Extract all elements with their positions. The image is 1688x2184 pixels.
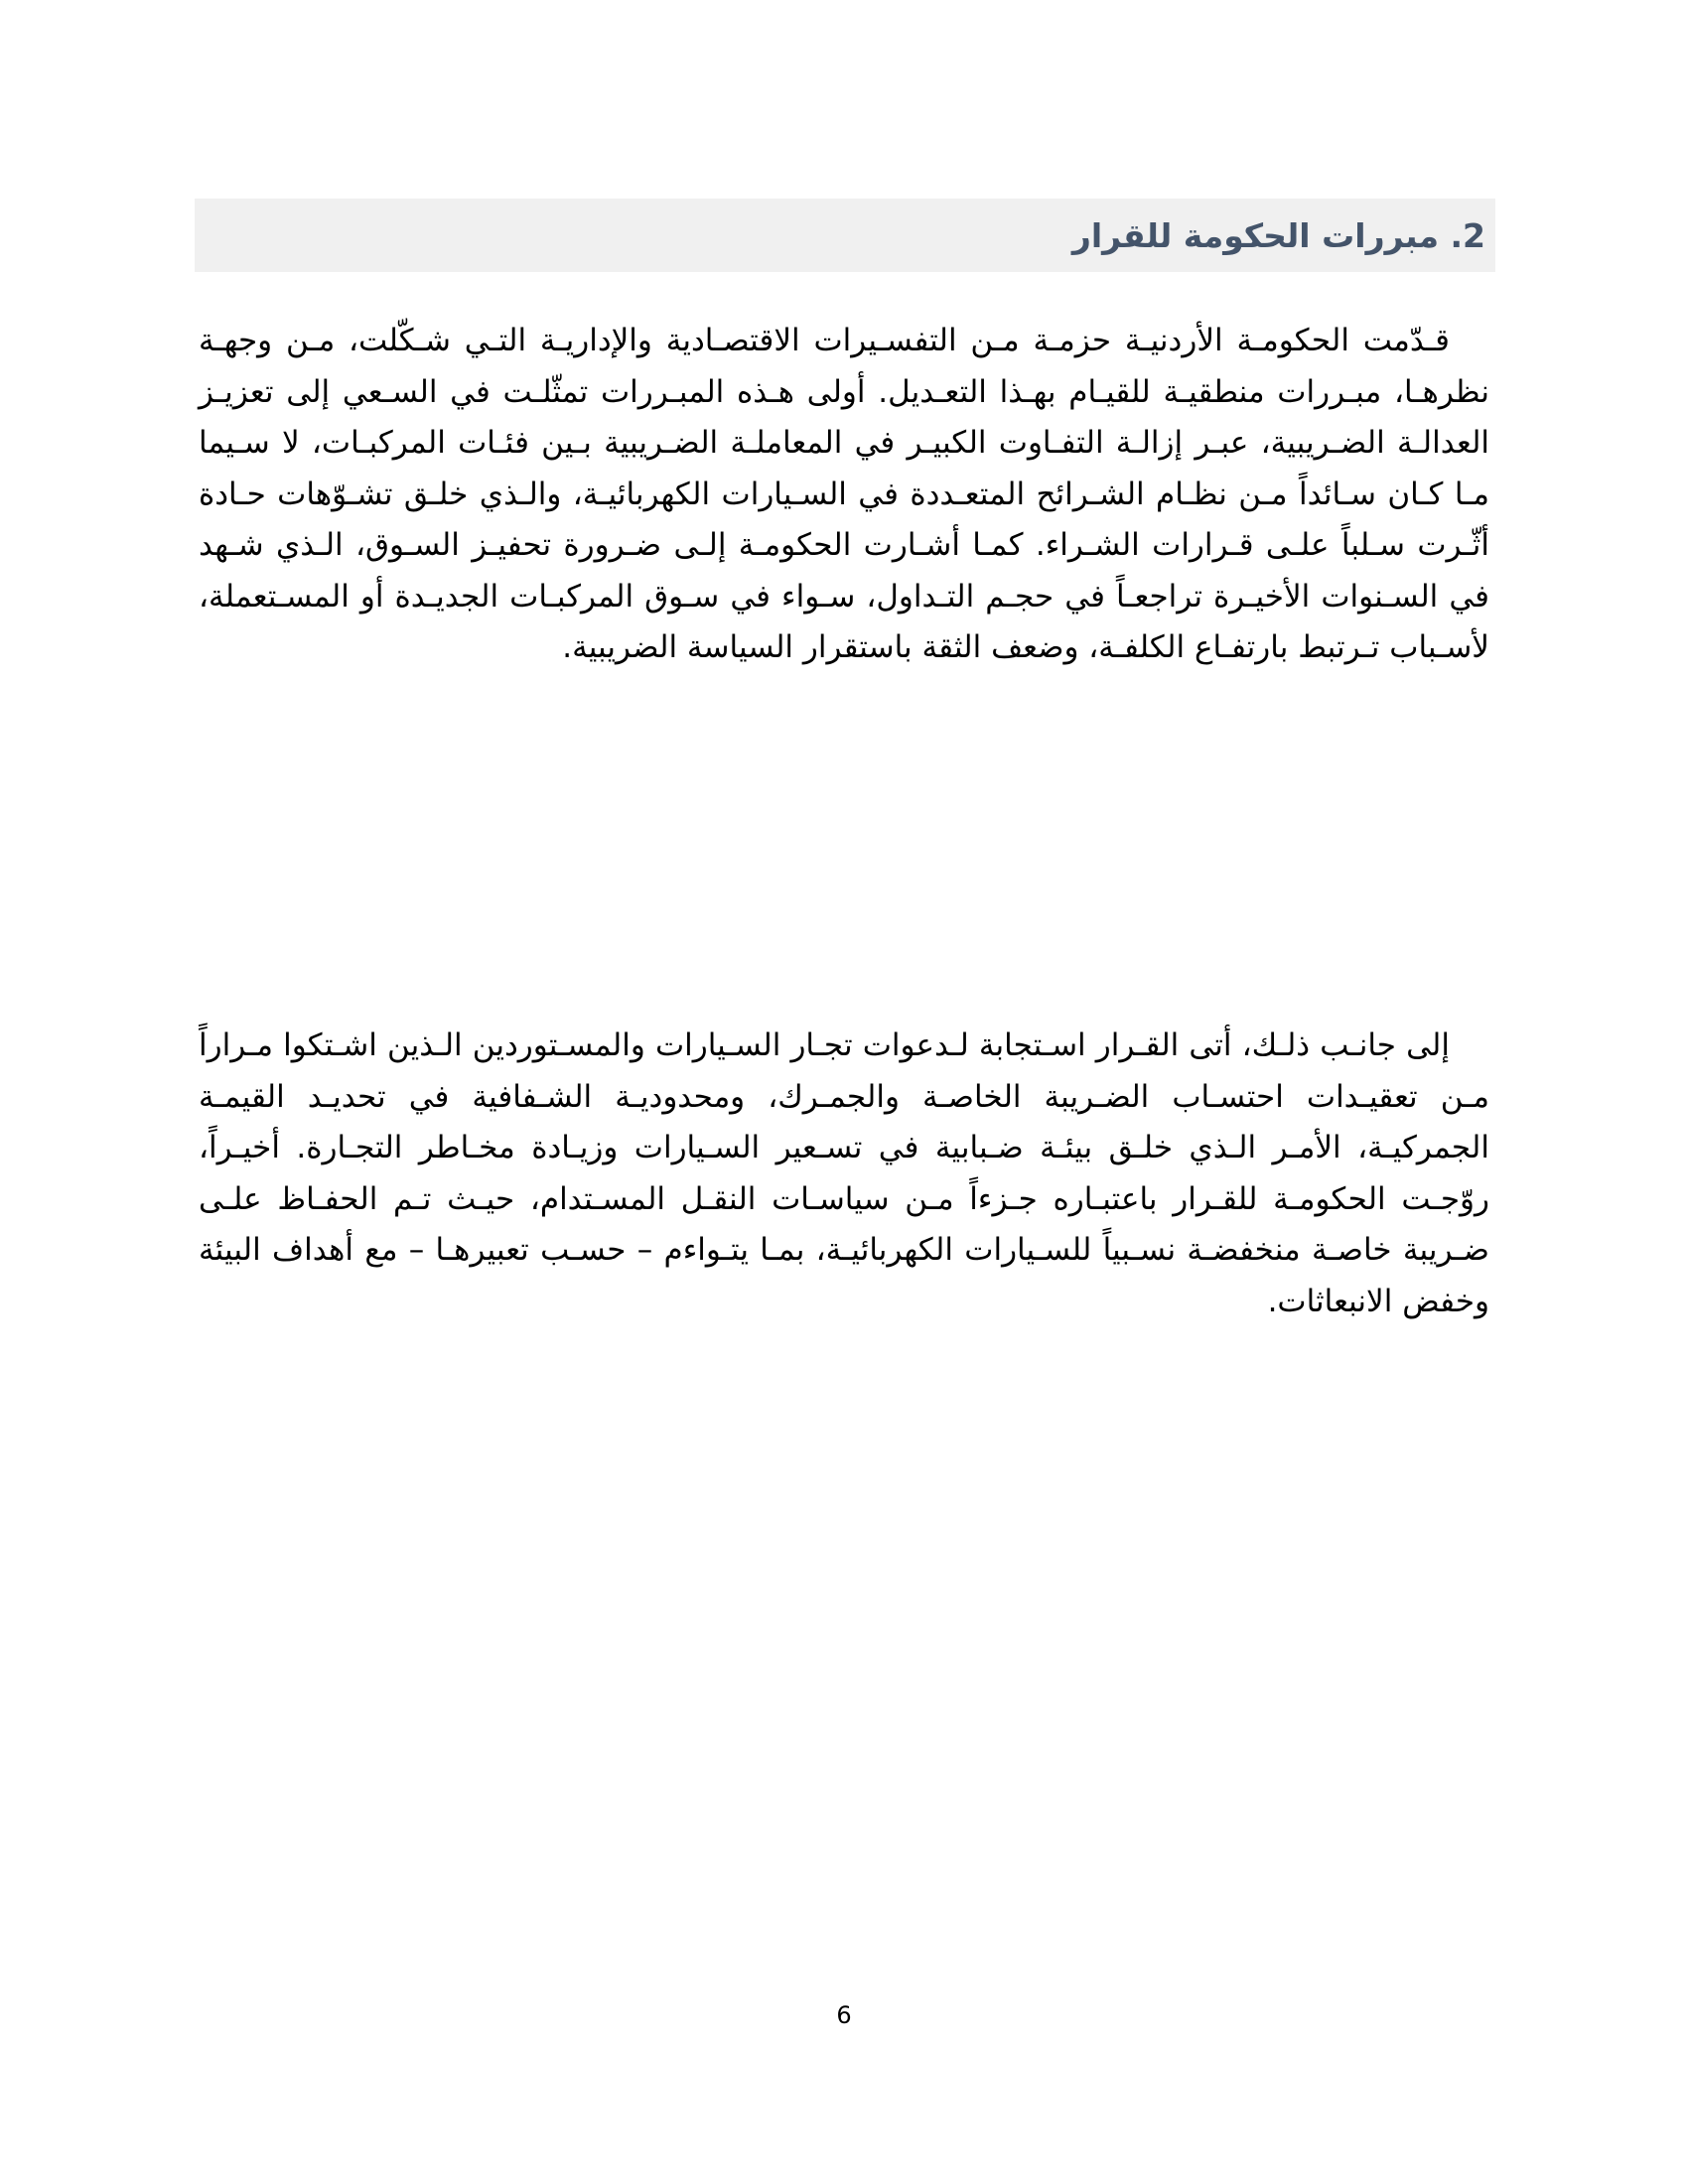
- paragraph-justifications: قـدّمت الحكومـة الأردنيـة حزمـة مـن التفسـيرات الاقتصـادية والإداريـة التـي شـكّلت، مـن وجهـة نظرهـا، مبـررات منطقيـة للقيـام بهـذا التعـديل. أولى هـذه المبـررات تمثّلـت في السـعي إلى تعزيـز العدالـة الضـريبية، عبـر إزالـة التفـاوت الكبيـر في المعاملـة الضـريبية بـين فئـات المركبـات، لا سـيما مـا كـان سـائداً مـن نظـام الشـرائح المتعـددة في السـيارات الكهربائيـة، والـذي خلـق تشـوّهات حـادة أثّـرت سـلباً علـى قـرارات الشـراء. كمـا أشـارت الحكومـة إلـى ضـرورة تحفيـز السـوق، الـذي شـهد في السـنوات الأخيـرة تراجعـاً في حجـم التـداول، سـواء في سـوق المركبـات الجديـدة أو المسـتعملة، لأسـباب تـرتبط بارتفـاع الكلفـة، وضعف الثقة باستقرار السياسة الضريبية.: [199, 323, 1489, 665]
- section-heading: 2. مبررات الحكومة للقرار: [1071, 215, 1485, 255]
- paragraph-additional-reasons: إلى جانـب ذلـك، أتى القـرار اسـتجابة لـدعوات تجـار السـيارات والمسـتوردين الـذين اشـتكوا مـراراً مـن تعقيـدات احتسـاب الضـريبة الخاصـة والجمـرك، ومحدوديـة الشـفافية في تحديـد القيمـة الجمركيـة، الأمـر الـذي خلـق بيئـة ضـبابية في تسـعير السـيارات وزيـادة مخـاطر التجـارة. أخيـراً، روّجـت الحكومـة للقـرار باعتبـاره جـزءاً مـن سياسـات النقـل المسـتدام، حيـث تـم الحفـاظ علـى ضـريبة خاصـة منخفضـة نسـبياً للسـيارات الكهربائيـة، بمـا يتـواءم – حسـب تعبيرهـا – مع أهداف البيئة وخفض الانبعاثات.: [199, 1027, 1489, 1319]
- section-heading-bar: [195, 199, 1495, 272]
- page-number: 6: [836, 2001, 852, 2029]
